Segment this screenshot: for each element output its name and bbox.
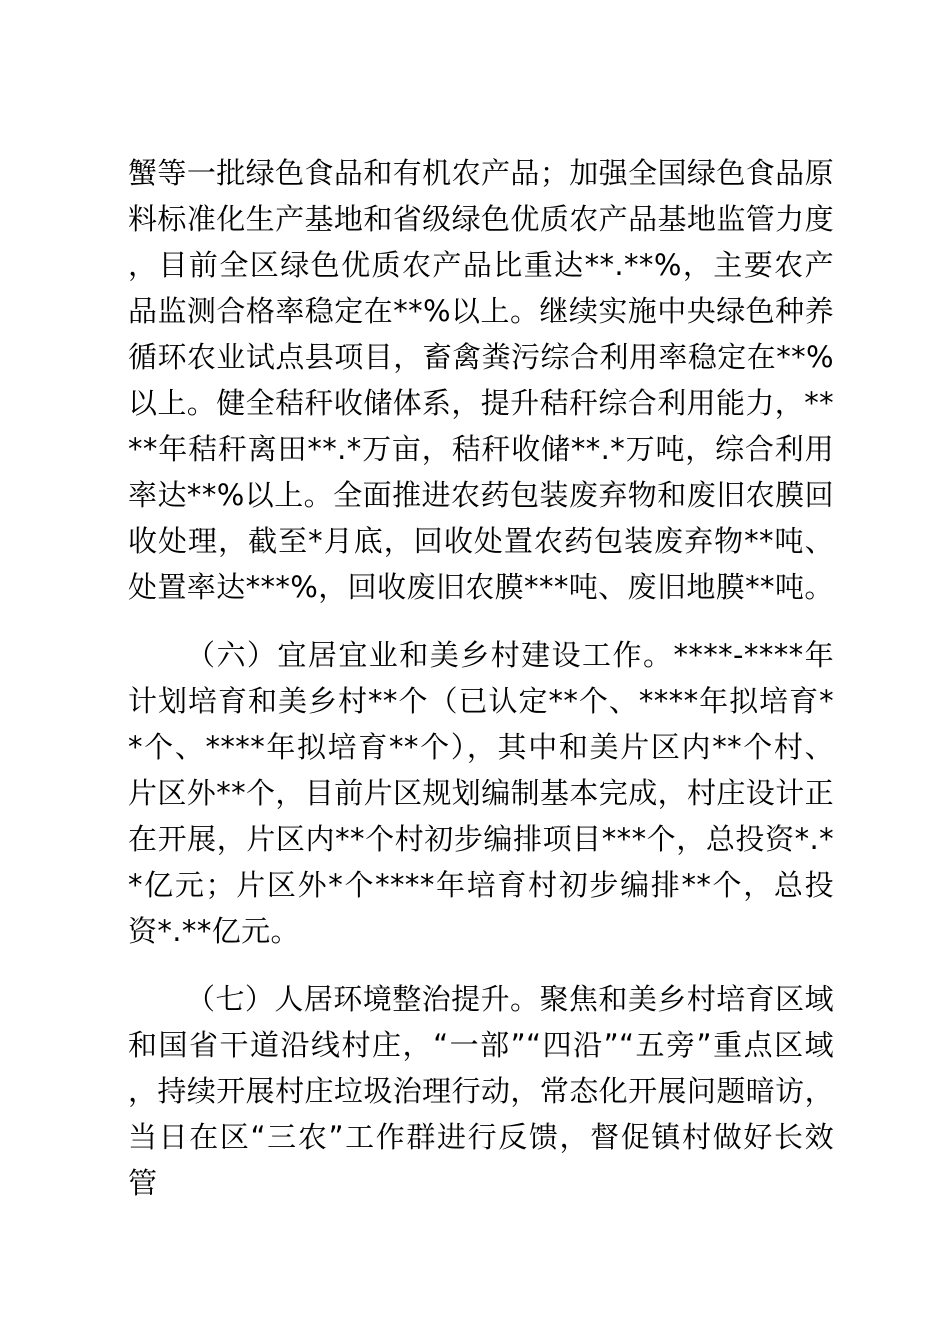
document-body xyxy=(128,150,834,1228)
paragraph-green-agriculture: 蟹等一批绿色食品和有机农产品；加强全国绿色食品原料标准化生产基地和省级绿色优质农产品基地监管力度，目前全区绿色优质农产品比重达**.**%，主要农产品监测合格率稳定在**%以上。继续实施中央绿色种养循环农业试点县项目，畜禽粪污综合利用率稳定在**%以上。健全秸秆收储体系，提升秸秆综合利用能力，****年秸秆离田**.*万亩，秸秆收储**.*万吨，综合利用率达**%以上。全面推进农药包装废弃物和废旧农膜回收处理，截至*月底，回收处置农药包装废弃物**吨、处置率达***%，回收废旧农膜***吨、废旧地膜**吨。 xyxy=(128,156,835,604)
paragraph-section-seven-living-environment: （七）人居环境整治提升。聚焦和美乡村培育区域和国省干道沿线村庄，“一部”“四沿”“五旁”重点区域，持续开展村庄垃圾治理行动，常态化开展问题暗访，当日在区“三农”工作群进行反馈，督促镇村做好长效管 xyxy=(128,982,834,1200)
paragraph-section-six-beautiful-villages: （六）宜居宜业和美乡村建设工作。****-****年计划培育和美乡村**个（已认定**个、****年拟培育**个、****年拟培育**个），其中和美片区内**个村、片区外**个，目前片区规划编制基本完成，村庄设计正在开展，片区内**个村初步编排项目***个，总投资*.**亿元；片区外*个****年培育村初步编排**个，总投资*.**亿元。 xyxy=(128,638,835,948)
